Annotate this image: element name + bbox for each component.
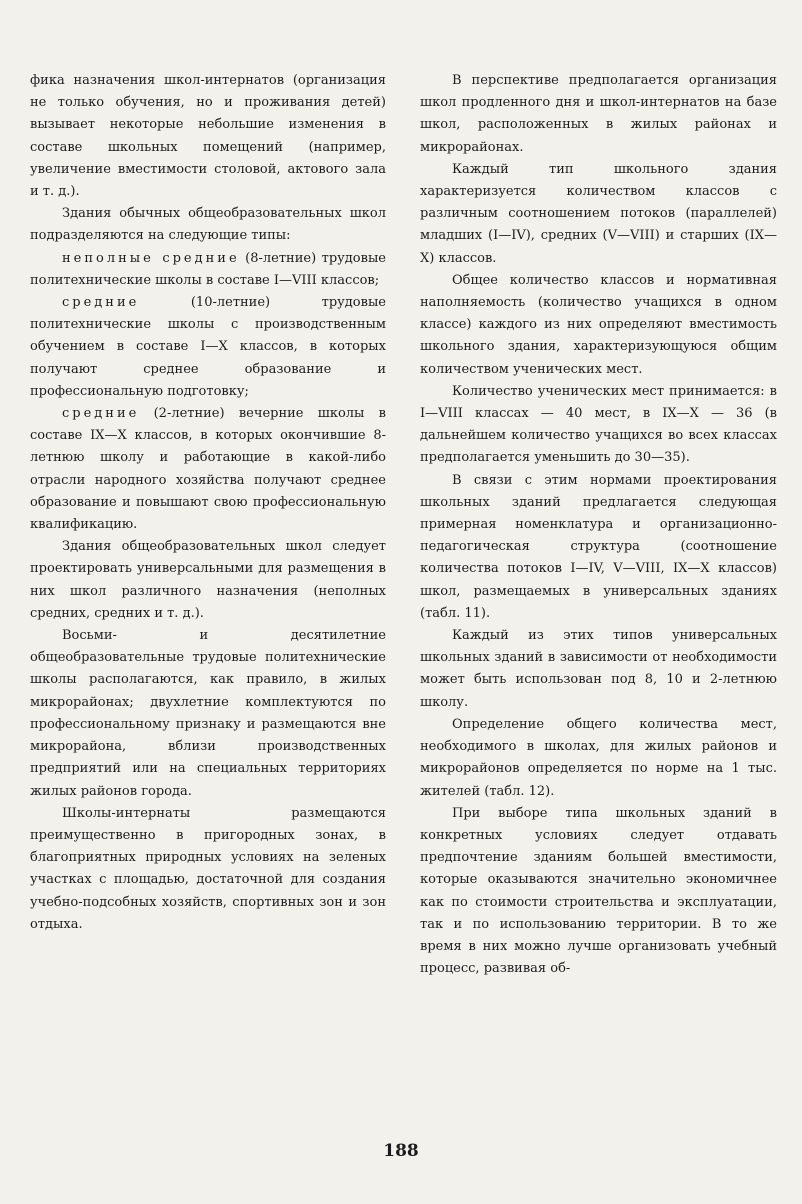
paragraph-text: (8-летние) трудовые политехнические школы в составе I—VIII классов; [30,250,386,288]
paragraph: Определение общего количества мест, необходимого в школах, для жилых районов и микрорайонов определяется по норме на 1 тыс. жителей (табл. 12). [420,716,777,799]
paragraph: В перспективе предполагается организация школ продленного дня и школ-интернатов на базе школ, расположенных в жилых районах и микрорайонах. [420,73,777,155]
paragraph [30,248,386,292]
spaced-term: средние [62,295,140,311]
spaced-term: неполные средние [62,250,240,266]
page-number: 188 [383,1141,419,1161]
paragraph-text: (10-летние) трудовые политехнические школы с производственным обучением в составе I—X классов, в которых получают среднее образование и профессиональную подготовку; [30,295,386,399]
paragraph: Общее количество классов и нормативная наполняемость (количество учащихся в одном классе) каждого из них определяют вместимость школьного здания, характеризующуюся общим количеством ученических мест. [420,272,777,377]
left-column [30,70,386,936]
paragraph: Каждый тип школьного здания характеризуется количеством классов с различным соотношением потоков (параллелей) младших (I—IV), средних (V—VIII) и старших (IX—X) классов. [420,161,777,266]
paragraph: При выборе типа школьных зданий в конкретных условиях следует отдавать предпочтение зданиям большей вместимости, которые оказываются значительно экономичнее как по стоимости строительства и эксплуатации, так и по использованию территории. В то же время в них можно лучше организовать учебный процесс, развивая об- [420,805,777,977]
right-column [420,70,777,980]
paragraph: В связи с этим нормами проектирования школьных зданий предлагается следующая примерная номенклатура и организационно-педагогическая структура (соотношение количества потоков I—IV, V—VIII, IX—X классов) школ, размещаемых в универсальных зданиях (табл. 11). [420,472,777,621]
paragraph: фика назначения школ-интернатов (организация не только обучения, но и проживания детей) вызывает некоторые небольшие изменения в составе школьных помещений (например, увеличение вместимости столовой, актового зала и т. д.). [30,73,386,200]
paragraph [30,403,386,536]
spaced-term: средние [62,406,140,422]
paragraph: Здания общеобразовательных школ следует проектировать универсальными для размещения в них школ различного назначения (неполных средних, средних и т. д.). [30,539,386,621]
paragraph [30,292,386,403]
paragraph: Школы-интернаты размещаются преимущественно в пригородных зонах, в благоприятных природных условиях на зеленых участках с площадью, достаточной для создания учебно-подсобных хозяйств, спортивных зон и зон отдыха. [30,805,386,932]
paragraph: Восьми- и десятилетние общеобразовательные трудовые политехнические школы располагаются, как правило, в жилых микрорайонах; двухлетние комплектуются по профессиональному признаку и размещаются вне микрорайона, вблизи производственных предприятий или на специальных территориях жилых районов города. [30,628,386,799]
paragraph: Здания обычных общеобразовательных школ подразделяются на следующие типы: [30,206,386,244]
paragraph: Количество ученических мест принимается: в I—VIII классах — 40 мест, в IX—X — 36 (в дальнейшем количество учащихся во всех классах предполагается уменьшить до 30—35). [420,383,777,466]
paragraph-text: (2-летние) вечерние школы в составе IX—X классов, в которых окончившие 8-летнюю школу и работающие в какой-либо отрасли народного хозяйства получают среднее образование и повышают свою профессиональную квалификацию. [30,406,386,533]
paragraph: Каждый из этих типов универсальных школьных зданий в зависимости от необходимости может быть использован под 8, 10 и 2-летнюю школу. [420,628,777,710]
